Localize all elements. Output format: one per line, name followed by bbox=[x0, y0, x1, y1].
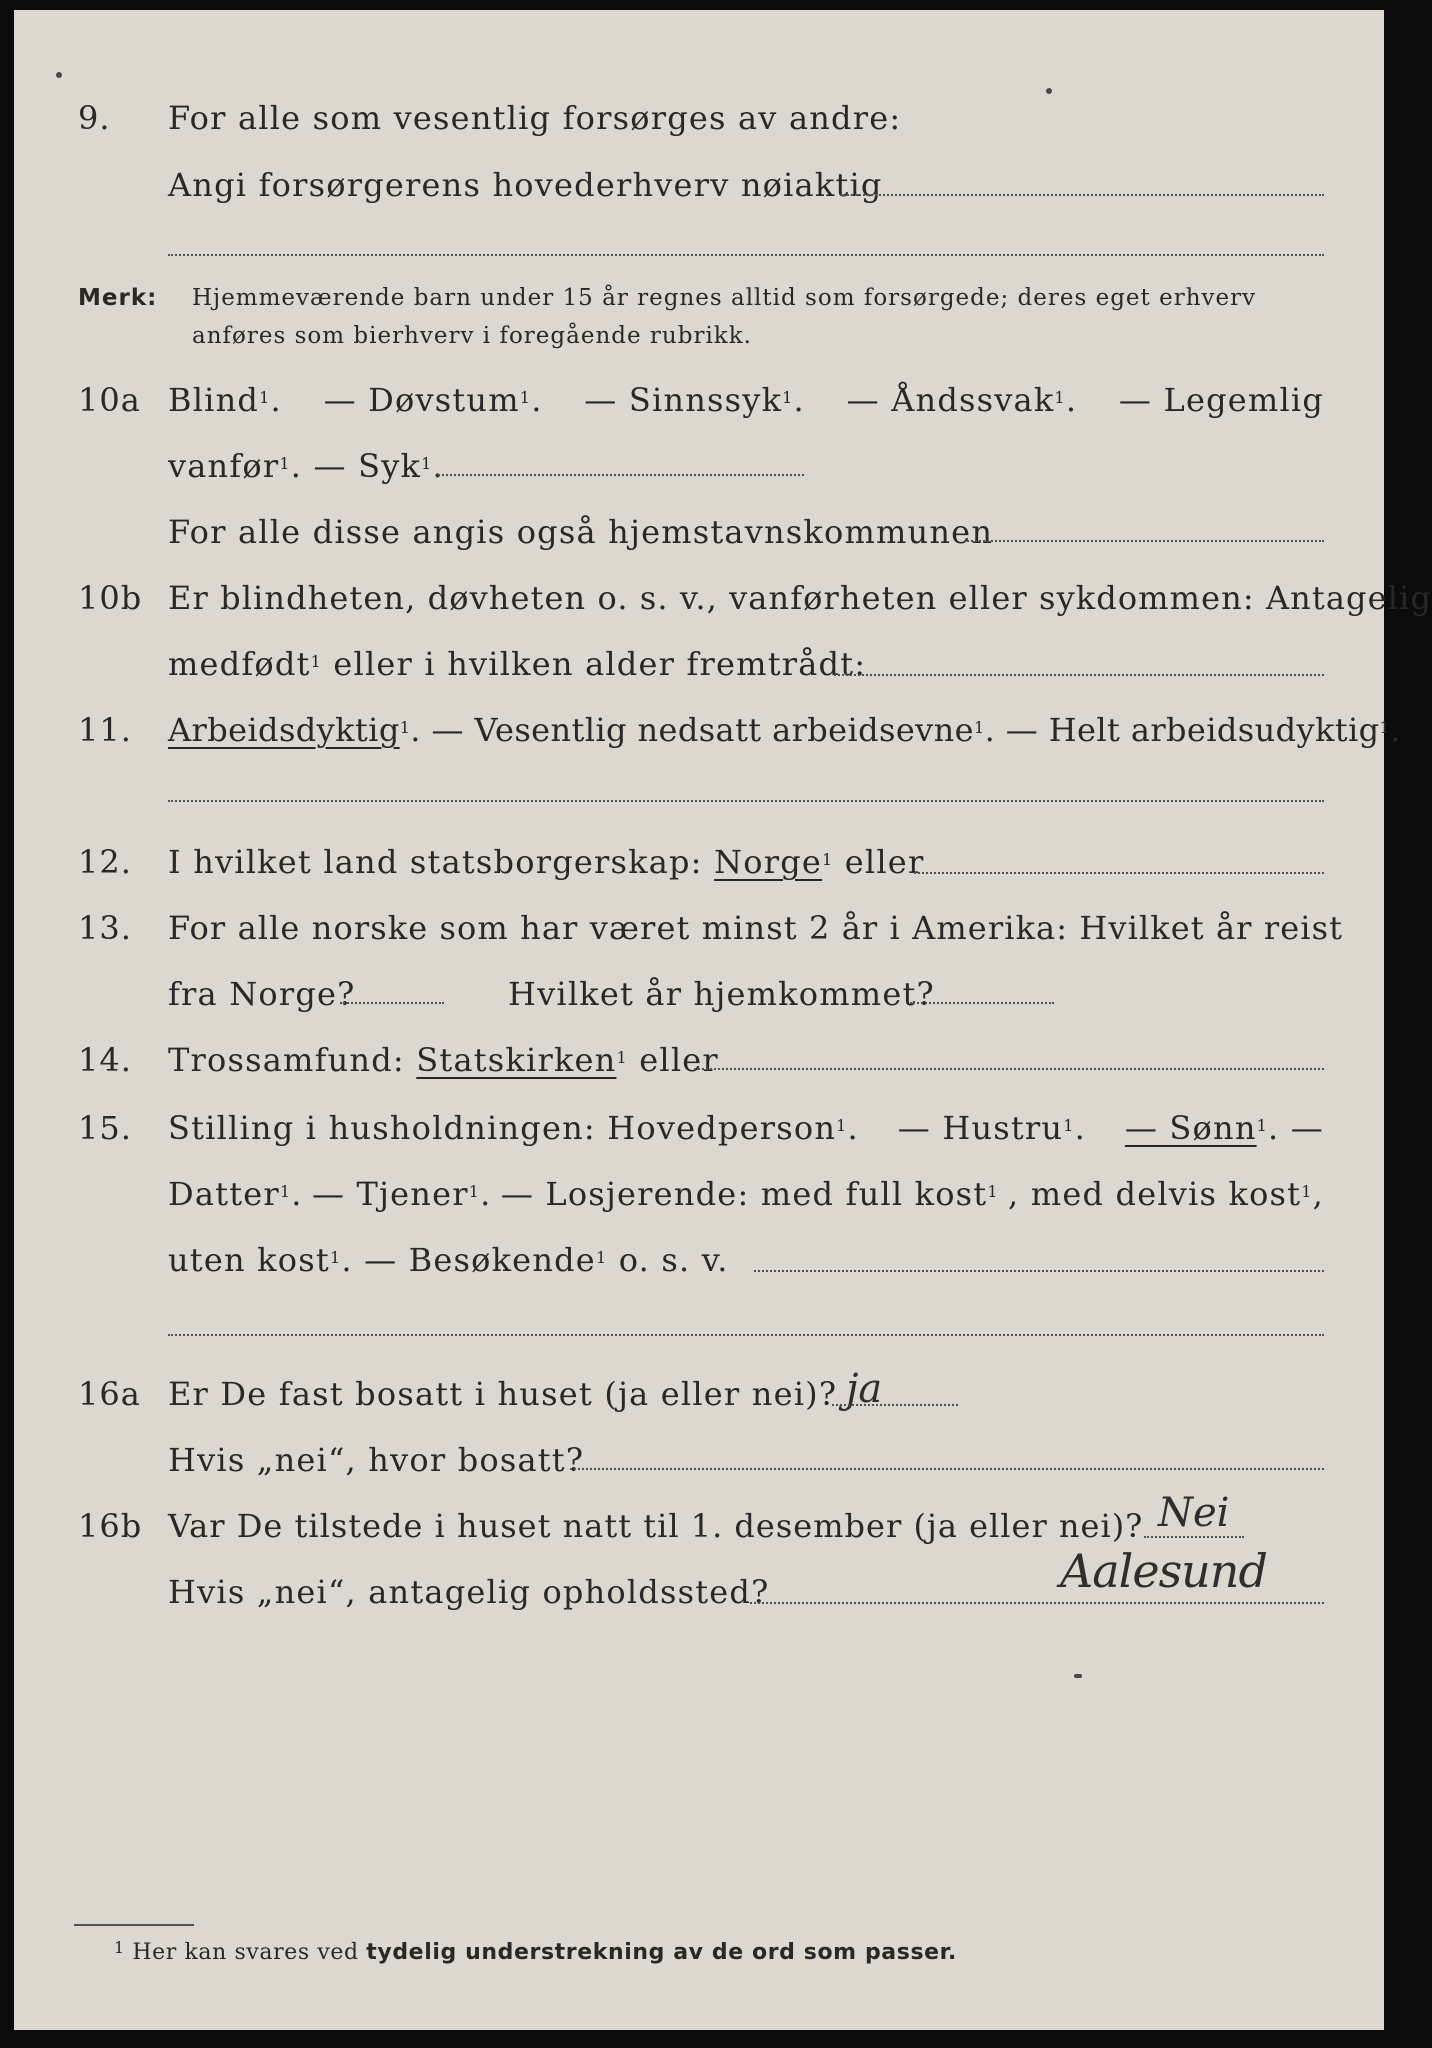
q12-number: 12. bbox=[78, 843, 132, 881]
q10b-answer-line[interactable] bbox=[834, 674, 1324, 676]
q14-tail: eller bbox=[639, 1041, 719, 1079]
q13-line2a: fra Norge? bbox=[168, 975, 356, 1013]
q10b-line2-text: eller i hvilken alder fremtrådt: bbox=[333, 645, 867, 683]
q15-line3 bbox=[168, 1240, 729, 1280]
q15-number: 15. bbox=[78, 1109, 132, 1147]
footnote-text-b: tydelig understrekning av de ord som passer. bbox=[366, 1940, 957, 1965]
q16b-handwritten-place: Aalesund bbox=[1060, 1544, 1267, 1598]
option-norge[interactable]: Norge$^1$ bbox=[714, 843, 834, 881]
form-page bbox=[14, 10, 1432, 2030]
q16a-handwritten-answer: ja bbox=[846, 1366, 883, 1412]
q9-line1: For alle som vesentlig forsørges av andre: bbox=[168, 99, 902, 137]
q9-number: 9. bbox=[78, 99, 111, 137]
q15-answer-line[interactable] bbox=[754, 1270, 1324, 1272]
footnote-text-a: Her kan svares ved bbox=[132, 1940, 359, 1965]
q12-answer-line[interactable] bbox=[914, 872, 1324, 874]
q16b-opholdssted-line[interactable] bbox=[750, 1602, 1324, 1604]
q15-line1 bbox=[168, 1108, 1324, 1148]
option-andssvak[interactable]: — Åndssvak$^1$. bbox=[846, 381, 1078, 419]
option-delvis-kost[interactable]: , med delvis kost$^1$, bbox=[1008, 1175, 1324, 1213]
q12-line bbox=[168, 842, 924, 882]
merk-label: Merk: bbox=[78, 285, 158, 311]
q16a-line2: Hvis „nei“, hvor bosatt? bbox=[168, 1441, 585, 1479]
q9-answer-line-2[interactable] bbox=[168, 254, 1324, 256]
merk-line1: Hjemmeværende barn under 15 år regnes alltid som forsørgede; deres eget erhverv bbox=[192, 285, 1257, 311]
merk-line2: anføres som bierhverv i foregående rubrikk. bbox=[192, 323, 752, 349]
paper-speck bbox=[1046, 88, 1052, 94]
q16a-answer-line[interactable] bbox=[832, 1404, 958, 1406]
q10a-line3: For alle disse angis også hjemstavnskommunen bbox=[168, 513, 994, 551]
q13-line1: For alle norske som har været minst 2 år i Amerika: Hvilket år reist bbox=[168, 909, 1344, 947]
option-blind[interactable]: Blind$^1$. bbox=[168, 381, 282, 419]
option-syk[interactable]: — Syk$^1$. bbox=[313, 447, 444, 485]
option-vanfor[interactable]: vanfør$^1$. bbox=[168, 447, 303, 485]
footnote bbox=[114, 1940, 957, 1965]
q10a-hjemstavn-line[interactable] bbox=[964, 540, 1324, 542]
footnote-rule bbox=[74, 1924, 194, 1926]
option-sinnssyk[interactable]: — Sinnssyk$^1$. bbox=[584, 381, 805, 419]
q13-hjemkommet-line[interactable] bbox=[910, 1002, 1054, 1004]
option-tjener[interactable]: — Tjener$^1$. bbox=[311, 1175, 492, 1213]
merk-note bbox=[78, 280, 157, 316]
option-full-kost[interactable]: — Losjerende: med full kost$^1$ bbox=[500, 1175, 999, 1213]
q12-text: I hvilket land statsborgerskap: bbox=[168, 843, 703, 881]
option-statskirken[interactable]: Statskirken$^1$ bbox=[416, 1041, 628, 1079]
q14-answer-line[interactable] bbox=[694, 1068, 1324, 1070]
q15-osv: o. s. v. bbox=[618, 1241, 729, 1279]
option-legemlig[interactable]: — Legemlig bbox=[1118, 381, 1324, 419]
q10b-line2 bbox=[168, 644, 866, 684]
q11-line bbox=[168, 710, 1401, 750]
q16a-bosatt-line[interactable] bbox=[570, 1468, 1324, 1470]
option-datter[interactable]: Datter$^1$. bbox=[168, 1175, 303, 1213]
q10b-line1: Er blindheten, døvheten o. s. v., vanførheten eller sykdommen: Antagelig bbox=[168, 579, 1432, 617]
footnote-mark: 1 bbox=[114, 1938, 125, 1957]
option-medfodt[interactable]: medfødt$^1$ bbox=[168, 645, 323, 683]
q13-line2b: Hvilket år hjemkommet? bbox=[508, 975, 935, 1013]
option-hovedperson[interactable]: Stilling i husholdningen: Hovedperson$^1$. bbox=[168, 1109, 859, 1147]
q16b-handwritten-answer: Nei bbox=[1158, 1490, 1230, 1536]
paper-speck bbox=[1074, 1674, 1082, 1678]
q16b-number: 16b bbox=[78, 1507, 143, 1545]
option-arbeidsdyktig[interactable]: Arbeidsdyktig$^1$. bbox=[168, 711, 421, 749]
q11-answer-line[interactable] bbox=[168, 800, 1324, 802]
option-sonn[interactable]: — Sønn$^1$. — bbox=[1124, 1109, 1324, 1147]
q13-reist-line[interactable] bbox=[340, 1002, 444, 1004]
q11-number: 11. bbox=[78, 711, 132, 749]
option-udyktig[interactable]: — Helt arbeidsudyktig$^1$. bbox=[1005, 711, 1401, 749]
q10a-line1 bbox=[168, 380, 1324, 420]
paper-speck bbox=[56, 72, 62, 78]
q15-line2 bbox=[168, 1174, 1324, 1214]
q10a-answer-line[interactable] bbox=[438, 474, 804, 476]
option-dovstum[interactable]: — Døvstum$^1$. bbox=[323, 381, 543, 419]
q10a-number: 10a bbox=[78, 381, 141, 419]
q15-answer-line-2[interactable] bbox=[168, 1334, 1324, 1336]
option-uten-kost[interactable]: uten kost$^1$. bbox=[168, 1241, 353, 1279]
q13-number: 13. bbox=[78, 909, 132, 947]
q16a-line1: Er De fast bosatt i huset (ja eller nei)? bbox=[168, 1375, 838, 1413]
q14-line bbox=[168, 1040, 719, 1080]
q12-tail: eller bbox=[844, 843, 925, 881]
q14-number: 14. bbox=[78, 1041, 132, 1079]
option-nedsatt[interactable]: — Vesentlig nedsatt arbeidsevne$^1$. bbox=[431, 711, 996, 749]
q16b-answer-line[interactable] bbox=[1144, 1536, 1244, 1538]
q10a-line2 bbox=[168, 446, 444, 486]
q16a-number: 16a bbox=[78, 1375, 141, 1413]
option-hustru[interactable]: — Hustru$^1$. bbox=[897, 1109, 1087, 1147]
q9-answer-line[interactable] bbox=[840, 194, 1324, 196]
option-besokende[interactable]: — Besøkende$^1$ bbox=[364, 1241, 608, 1279]
q14-text: Trossamfund: bbox=[168, 1041, 405, 1079]
q10b-number: 10b bbox=[78, 579, 143, 617]
q16b-line1: Var De tilstede i huset natt til 1. desember (ja eller nei)? bbox=[168, 1507, 1144, 1545]
q16b-line2: Hvis „nei“, antagelig opholdssted? bbox=[168, 1573, 770, 1611]
q9-line2: Angi forsørgerens hovederhverv nøiaktig bbox=[168, 166, 883, 204]
